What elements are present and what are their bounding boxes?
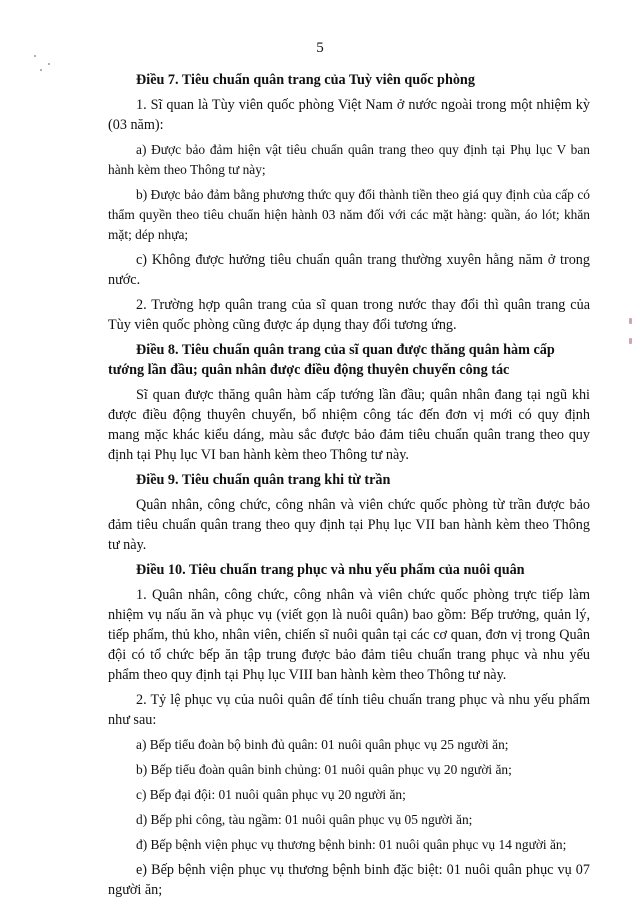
paragraph: b) Được bảo đảm bằng phương thức quy đổi thành tiền theo giá quy định của cấp có thẩm quyền theo tiêu chuẩn hiện hành 03 năm đối với các mặt hàng: quần, áo lót; khăn mặt; dép nhựa; [108,187,590,242]
scan-mark [629,338,632,344]
paragraph: e) Bếp bệnh viện phục vụ thương bệnh binh đặc biệt: 01 nuôi quân phục vụ 07 người ăn; [108,862,590,898]
paragraph: a) Được bảo đảm hiện vật tiêu chuẩn quân trang theo quy định tại Phụ lục V ban hành kèm theo Thông tư này; [108,142,590,177]
article-heading: Điều 8. Tiêu chuẩn quân trang của sĩ quan được thăng quân hàm cấp tướng lần đầu; quân nhân được điều động thuyên chuyển công tác [108,342,555,378]
article-heading: Điều 10. Tiêu chuẩn trang phục và nhu yếu phẩm của nuôi quân [136,562,525,578]
paragraph: c) Không được hưởng tiêu chuẩn quân trang thường xuyên hằng năm ở trong nước. [108,252,590,288]
scan-mark [629,318,632,324]
paragraph: 2. Trường hợp quân trang của sĩ quan trong nước thay đổi thì quân trang của Tùy viên quốc phòng cũng được áp dụng thay đổi tương ứng. [108,297,590,333]
page-number: 5 [316,40,324,56]
paragraph: 2. Tỷ lệ phục vụ của nuôi quân để tính tiêu chuẩn trang phục và nhu yếu phẩm như sau: [108,692,590,728]
article-heading: Điều 7. Tiêu chuẩn quân trang của Tuỳ viên quốc phòng [136,72,475,88]
paragraph: 1. Sĩ quan là Tùy viên quốc phòng Việt Nam ở nước ngoài trong một nhiệm kỳ (03 năm): [108,97,590,133]
paragraph: c) Bếp đại đội: 01 nuôi quân phục vụ 20 người ăn; [136,787,406,802]
paragraph: Quân nhân, công chức, công nhân và viên chức quốc phòng từ trần được bảo đảm tiêu chuẩn quân trang theo quy định tại Phụ lục VII ban hành kèm theo Thông tư này. [108,497,590,553]
paragraph: b) Bếp tiểu đoàn quân binh chủng: 01 nuôi quân phục vụ 20 người ăn; [136,762,512,777]
paragraph: đ) Bếp bệnh viện phục vụ thương bệnh binh: 01 nuôi quân phục vụ 14 người ăn; [136,837,567,852]
paragraph: a) Bếp tiểu đoàn bộ binh đủ quân: 01 nuôi quân phục vụ 25 người ăn; [136,737,509,752]
article-heading: Điều 9. Tiêu chuẩn quân trang khi từ trần [136,472,391,488]
paragraph: d) Bếp phi công, tàu ngầm: 01 nuôi quân phục vụ 05 người ăn; [136,812,473,827]
paragraph: 1. Quân nhân, công chức, công nhân và viên chức quốc phòng trực tiếp làm nhiệm vụ nấu ăn và phục vụ (viết gọn là nuôi quân) bao gồm: Bếp trưởng, quản lý, tiếp phẩm, thủ kho, nhân viên, chiến sĩ nuôi quân tại các cơ quan, đơn vị trong Quân đội có tổ chức bếp ăn tập trung được bảo đảm tiêu chuẩn trang phục và nhu yếu phẩm theo quy định tại Phụ lục VIII ban hành kèm theo Thông tư này. [108,587,590,683]
document-body [108,70,590,905]
paragraph: Sĩ quan được thăng quân hàm cấp tướng lần đầu; quân nhân đang tại ngũ khi được điều động thuyên chuyển, bổ nhiệm công tác đến đơn vị mới có quy định mang mặc khác kiểu dáng, màu sắc được bảo đảm tiêu chuẩn quân trang theo quy định tại Phụ lục VI ban hành kèm theo Thông tư này. [108,387,590,463]
